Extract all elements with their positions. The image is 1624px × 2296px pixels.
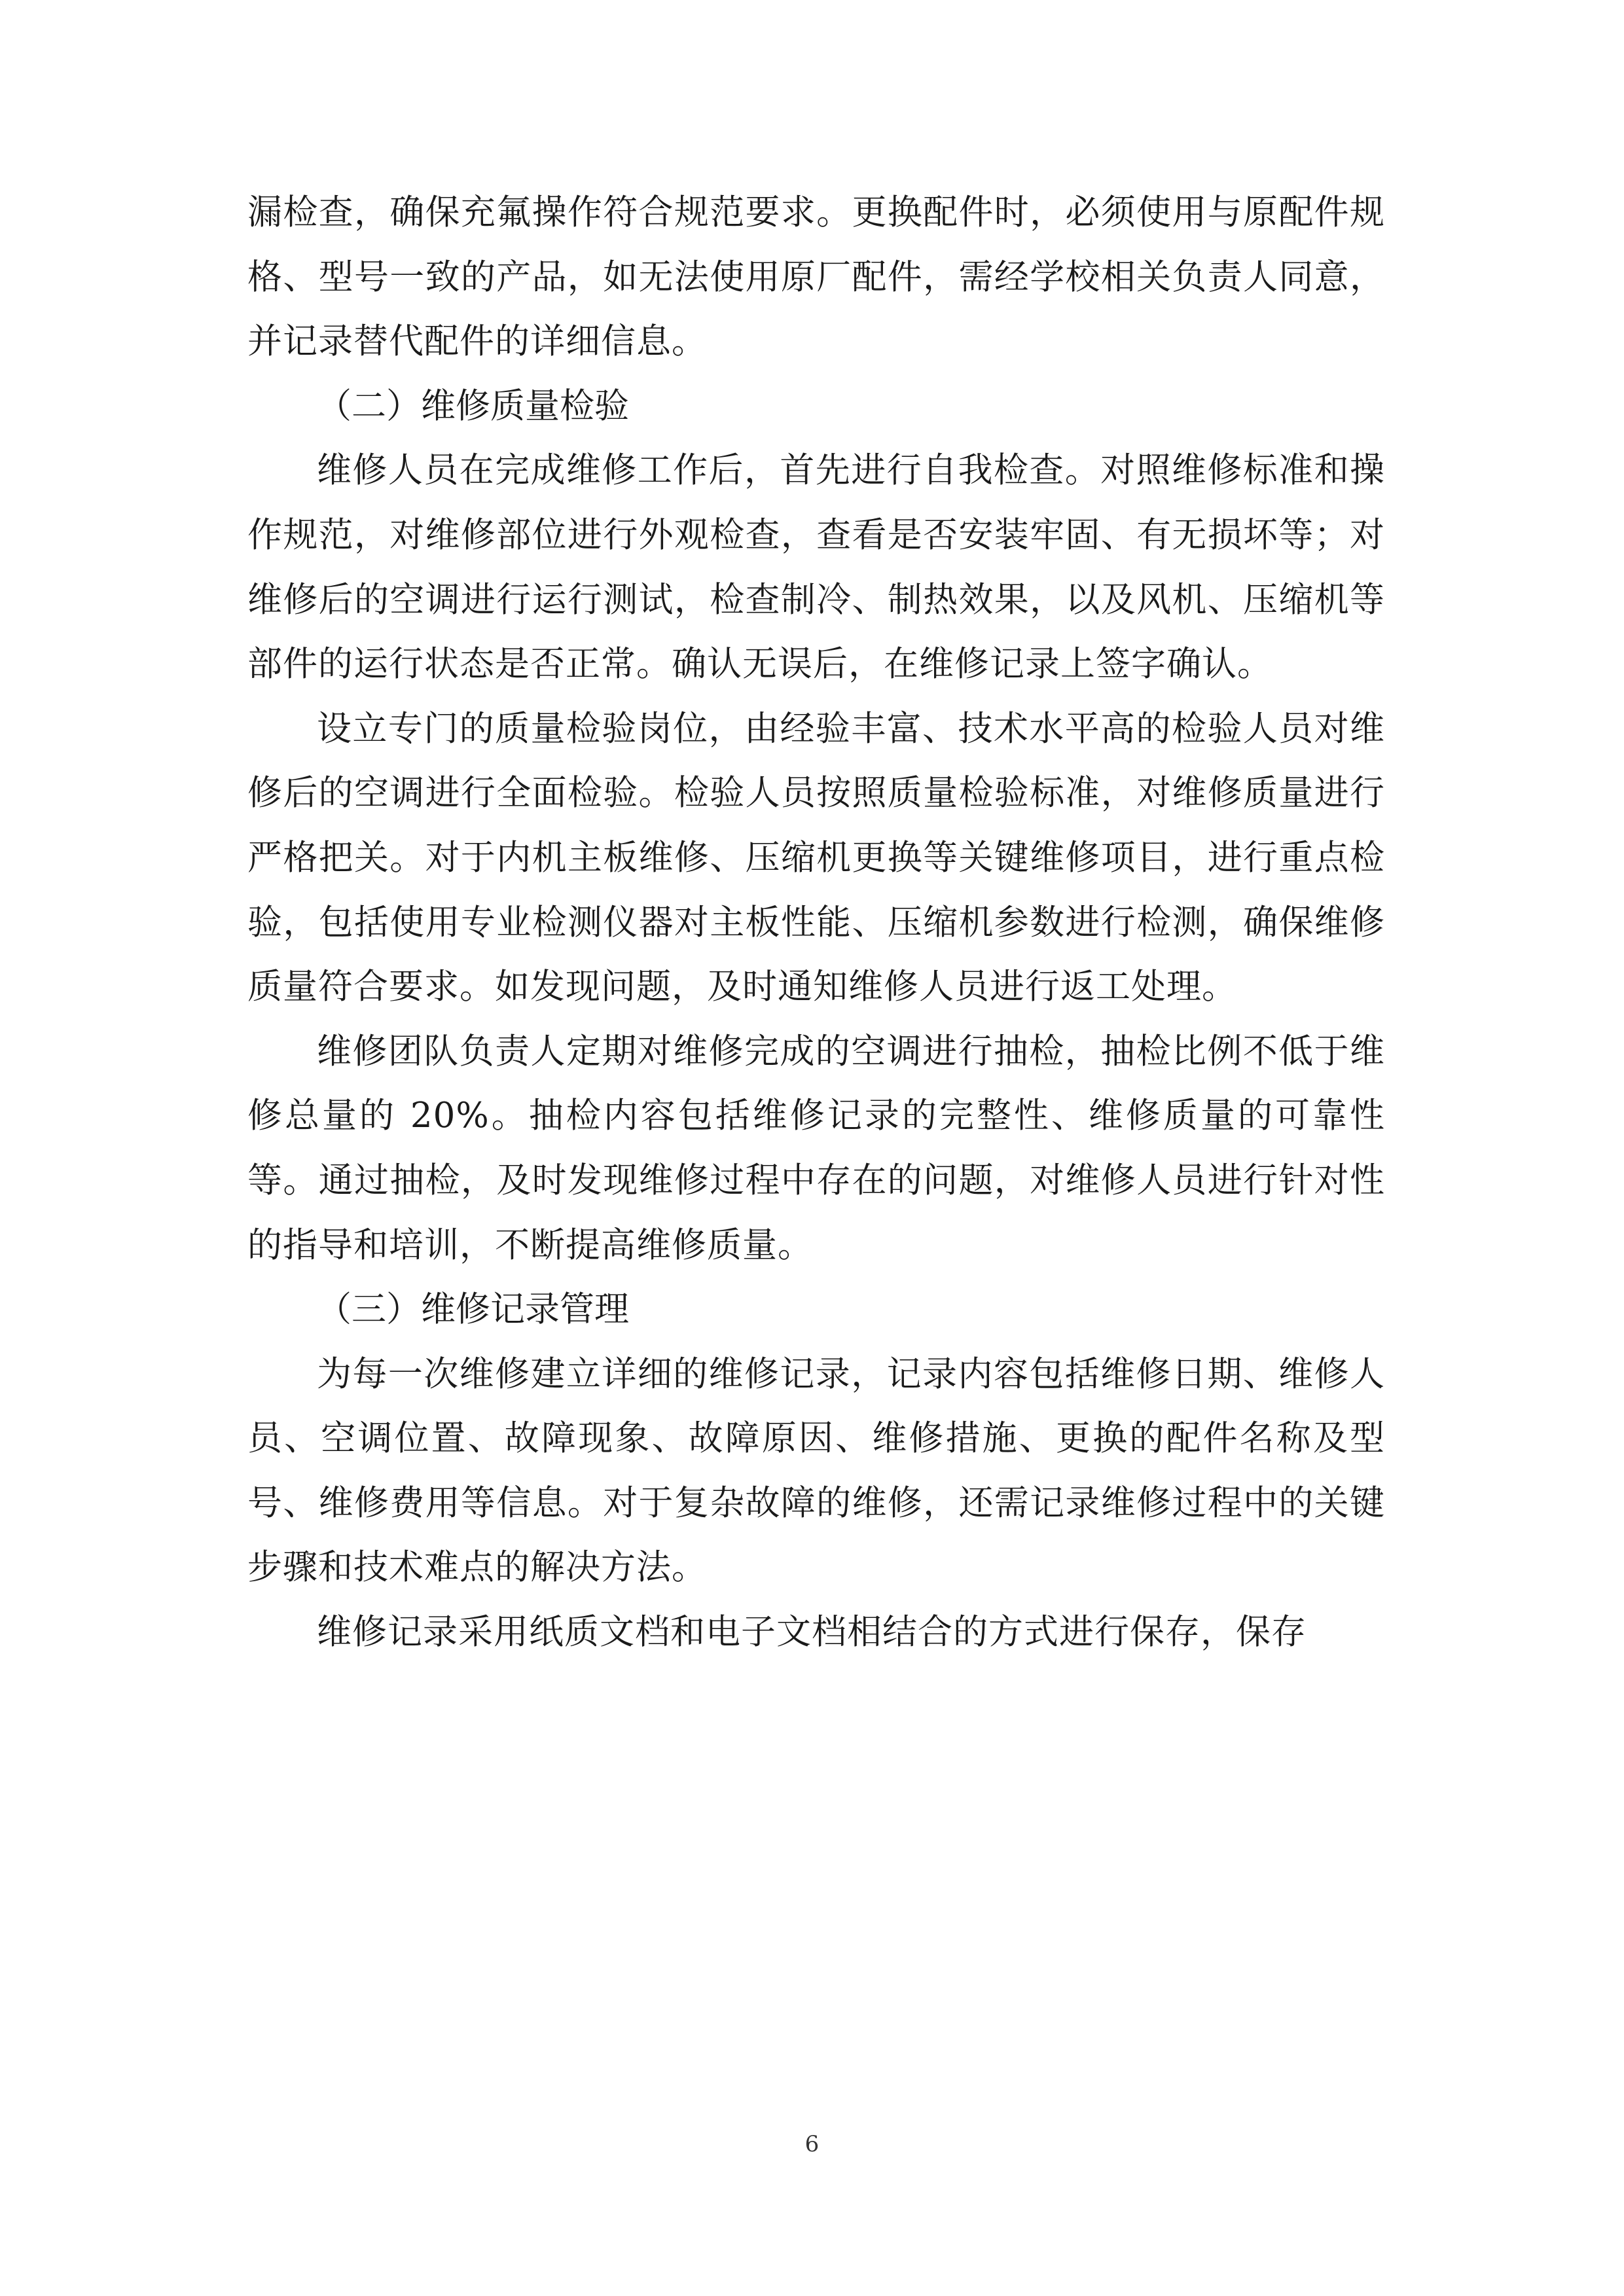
section-heading-record-management: （三）维修记录管理: [317, 1289, 629, 1330]
page-body: [247, 181, 1385, 1665]
paragraph-record-storage: 维修记录采用纸质文档和电子文档相结合的方式进行保存，保存: [317, 1612, 1307, 1653]
page-number: 6: [804, 2131, 820, 2157]
paragraph-quality-inspection-post: 设立专门的质量检验岗位，由经验丰富、技术水平高的检验人员对维修后的空调进行全面检验。检验人员按照质量检验标准，对维修质量进行严格把关。对于内机主板维修、压缩机更换等关键维修项目，进行重点检验，包括使用专业检测仪器对主板性能、压缩机参数进行检测，确保维修质量符合要求。如发现问题，及时通知维修人员进行返工处理。: [247, 708, 1385, 1007]
paragraph-maintenance-record: 为每一次维修建立详细的维修记录，记录内容包括维修日期、维修人员、空调位置、故障现象、故障原因、维修措施、更换的配件名称及型号、维修费用等信息。对于复杂故障的维修，还需记录维修过程中的关键步骤和技术难点的解决方法。: [247, 1354, 1385, 1588]
paragraph-self-check: 维修人员在完成维修工作后，首先进行自我检查。对照维修标准和操作规范，对维修部位进行外观检查，查看是否安装牢固、有无损坏等；对维修后的空调进行运行测试，检查制冷、制热效果，以及风机、压缩机等部件的运行状态是否正常。确认无误后，在维修记录上签字确认。: [247, 450, 1385, 685]
paragraph-continued: 漏检查，确保充氟操作符合规范要求。更换配件时，必须使用与原配件规格、型号一致的产品，如无法使用原厂配件，需经学校相关负责人同意，并记录替代配件的详细信息。: [247, 192, 1385, 362]
section-heading-quality-inspection: （二）维修质量检验: [317, 386, 629, 426]
paragraph-spot-check: 维修团队负责人定期对维修完成的空调进行抽检，抽检比例不低于维修总量的 20%。抽检内容包括维修记录的完整性、维修质量的可靠性等。通过抽检，及时发现维修过程中存在的问题，对维修人员进行针对性的指导和培训，不断提高维修质量。: [247, 1031, 1385, 1265]
